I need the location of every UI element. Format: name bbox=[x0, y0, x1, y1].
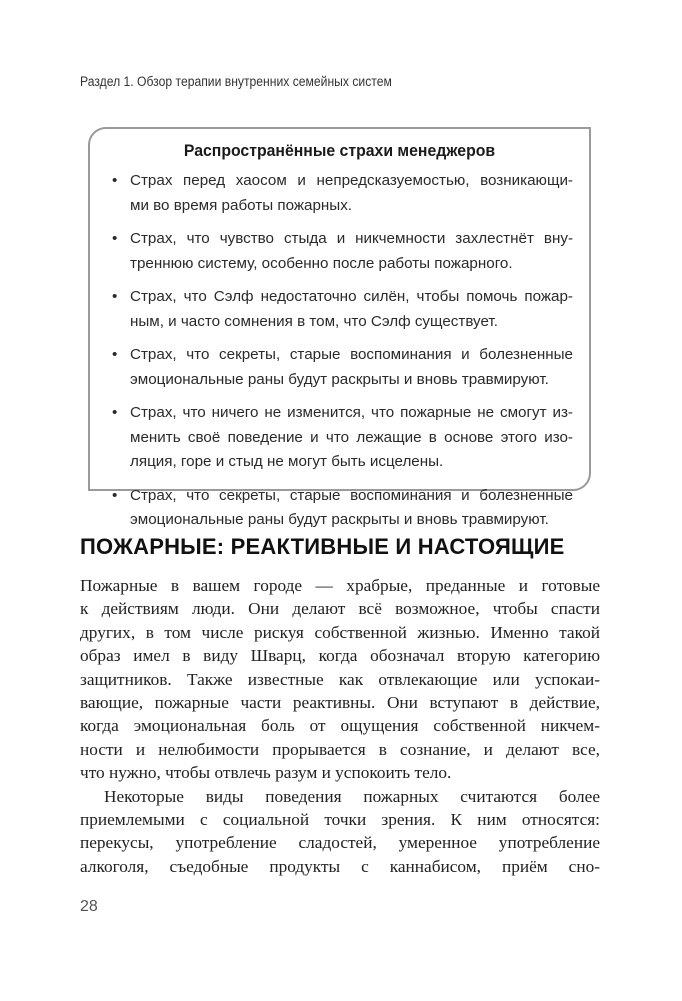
paragraph-line: когда эмоциональная боль от ощущения собственной никчем- bbox=[80, 716, 600, 736]
paragraph-line: других, в том числе рискуя собственной жизнью. Именно такой bbox=[80, 622, 600, 642]
paragraph bbox=[80, 785, 600, 879]
bullet-icon: • bbox=[112, 346, 118, 363]
bullet-line: Страх, что чувство стыда и никчемности захлестнёт вну- bbox=[130, 230, 573, 247]
bullet-line: эмоциональные раны будут раскрыты и вновь травмируют. bbox=[130, 370, 549, 388]
bullet-line: Страх, что секреты, старые воспоминания и болезненные bbox=[130, 346, 573, 363]
bullet-line: эмоциональные раны будут раскрыты и вновь травмируют. bbox=[130, 511, 549, 528]
bullet-item bbox=[110, 169, 573, 218]
paragraph-line: образ имел в виду Шварц, когда обозначал вторую категорию bbox=[80, 646, 600, 666]
bullet-icon: • bbox=[112, 230, 118, 247]
bullet-line: Страх, что Сэлф недостаточно силён, чтобы помочь пожар- bbox=[130, 288, 573, 305]
sidebar-box bbox=[88, 127, 591, 528]
paragraph-line: перекусы, употребление сладостей, умеренное употребление bbox=[80, 833, 600, 853]
paragraph-line: Некоторые виды поведения пожарных считаются более bbox=[104, 786, 600, 806]
bullet-line: ным, и часто сомнения в том, что Сэлф существует. bbox=[130, 312, 498, 330]
bullet-list bbox=[110, 169, 573, 542]
bullet-icon: • bbox=[112, 172, 118, 189]
paragraph-line: приемлемыми с социальной точки зрения. К ним относятся: bbox=[80, 810, 600, 830]
paragraph-line: защитников. Также известные как отвлекающие или успокаи- bbox=[80, 669, 600, 689]
box-title: Распространённые страхи менеджеров bbox=[183, 141, 496, 160]
paragraph-line: алкоголя, съедобные продукты с каннабисом, приём сно- bbox=[80, 856, 600, 876]
bullet-line: ми во время работы пожарных. bbox=[130, 196, 353, 214]
bullet-line: Страх, что ничего не изменится, что пожарные не смогут из- bbox=[130, 404, 573, 421]
running-head: Раздел 1. Обзор терапии внутренних семейных систем bbox=[80, 74, 392, 89]
paragraph-line: ности и нелюбимости прорывается в сознание, и делают все, bbox=[80, 739, 600, 759]
bullet-item bbox=[110, 343, 573, 392]
bullet-line: Страх, что секреты, старые воспоминания и болезненные bbox=[130, 486, 573, 504]
bullet-icon: • bbox=[112, 486, 118, 504]
bullet-line: менить своё поведение и что лежащие в основе этого изо- bbox=[130, 428, 573, 446]
paragraph-line: к действиям люди. Они делают всё возможное, чтобы спасти bbox=[80, 599, 600, 619]
paragraph-line: что нужно, чтобы отвлечь разум и успокоить тело. bbox=[80, 763, 452, 783]
bullet-item bbox=[110, 401, 573, 475]
paragraph bbox=[80, 574, 600, 785]
bullet-line: ляция, горе и стыд не могут быть исцелены. bbox=[130, 453, 444, 470]
bullet-icon: • bbox=[112, 404, 118, 421]
bullet-item bbox=[110, 227, 573, 276]
bullet-item bbox=[110, 285, 573, 334]
bullet-item bbox=[110, 484, 573, 533]
bullet-line: Страх перед хаосом и непредсказуемостью, возникающи- bbox=[130, 172, 573, 189]
page-number: 28 bbox=[80, 898, 98, 915]
paragraph-line: вающие, пожарные части реактивны. Они вступают в действие, bbox=[80, 693, 600, 713]
paragraph-line: Пожарные в вашем городе — храбрые, преданные и готовые bbox=[80, 576, 600, 595]
bullet-line: треннюю систему, особенно после работы пожарного. bbox=[130, 254, 513, 272]
body-text bbox=[80, 574, 600, 878]
bullet-icon: • bbox=[112, 288, 118, 305]
section-heading: ПОЖАРНЫЕ: РЕАКТИВНЫЕ И НАСТОЯЩИЕ bbox=[80, 534, 565, 559]
